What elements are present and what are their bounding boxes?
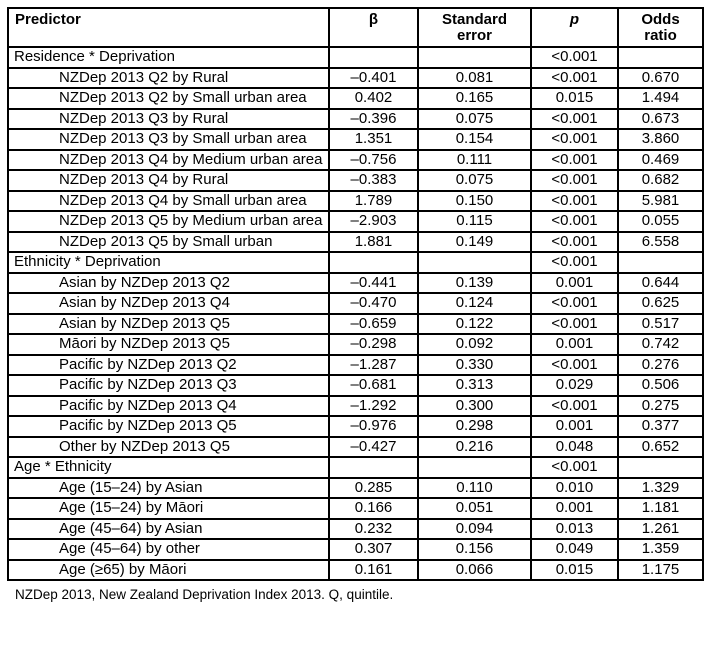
- p-cell: <0.001: [531, 109, 618, 130]
- predictor-row: [8, 88, 703, 109]
- beta-cell: [329, 47, 418, 68]
- predictor-cell: Asian by NZDep 2013 Q2: [8, 273, 329, 294]
- header-predictor: Predictor: [8, 8, 329, 47]
- predictor-row: [8, 191, 703, 212]
- standard-error-cell: 0.110: [418, 478, 531, 499]
- predictor-cell: NZDep 2013 Q3 by Rural: [8, 109, 329, 130]
- p-cell: <0.001: [531, 47, 618, 68]
- standard-error-cell: 0.139: [418, 273, 531, 294]
- p-cell: 0.015: [531, 88, 618, 109]
- predictor-cell: Other by NZDep 2013 Q5: [8, 437, 329, 458]
- p-cell: <0.001: [531, 232, 618, 253]
- p-cell: 0.015: [531, 560, 618, 581]
- standard-error-cell: 0.165: [418, 88, 531, 109]
- odds-ratio-cell: 6.558: [618, 232, 703, 253]
- standard-error-cell: 0.075: [418, 109, 531, 130]
- beta-cell: –0.401: [329, 68, 418, 89]
- predictor-row: [8, 273, 703, 294]
- predictor-row: [8, 68, 703, 89]
- predictor-cell: Māori by NZDep 2013 Q5: [8, 334, 329, 355]
- beta-cell: 1.351: [329, 129, 418, 150]
- header-standard-error: [418, 8, 531, 47]
- table-header-row: [8, 8, 703, 47]
- beta-cell: –0.383: [329, 170, 418, 191]
- predictor-cell: Pacific by NZDep 2013 Q3: [8, 375, 329, 396]
- p-cell: <0.001: [531, 129, 618, 150]
- standard-error-cell: 0.313: [418, 375, 531, 396]
- odds-ratio-cell: 0.673: [618, 109, 703, 130]
- predictor-row: [8, 293, 703, 314]
- p-cell: 0.010: [531, 478, 618, 499]
- group-row: [8, 252, 703, 273]
- p-cell: <0.001: [531, 170, 618, 191]
- predictor-cell: Asian by NZDep 2013 Q5: [8, 314, 329, 335]
- odds-ratio-cell: 0.506: [618, 375, 703, 396]
- table-footnote: NZDep 2013, New Zealand Deprivation Index 2013. Q, quintile.: [15, 587, 394, 602]
- standard-error-cell: 0.111: [418, 150, 531, 171]
- odds-ratio-cell: 5.981: [618, 191, 703, 212]
- predictor-cell: NZDep 2013 Q3 by Small urban area: [8, 129, 329, 150]
- predictor-cell: NZDep 2013 Q4 by Rural: [8, 170, 329, 191]
- standard-error-cell: 0.300: [418, 396, 531, 417]
- predictor-row: [8, 109, 703, 130]
- p-cell: <0.001: [531, 150, 618, 171]
- odds-ratio-cell: 0.055: [618, 211, 703, 232]
- p-cell: <0.001: [531, 396, 618, 417]
- standard-error-cell: 0.092: [418, 334, 531, 355]
- regression-results-table: [7, 7, 704, 581]
- standard-error-cell: 0.124: [418, 293, 531, 314]
- beta-cell: 0.285: [329, 478, 418, 499]
- predictor-cell: NZDep 2013 Q2 by Rural: [8, 68, 329, 89]
- odds-ratio-cell: 0.625: [618, 293, 703, 314]
- odds-ratio-cell: 0.469: [618, 150, 703, 171]
- predictor-row: [8, 334, 703, 355]
- group-row: [8, 457, 703, 478]
- p-cell: 0.001: [531, 416, 618, 437]
- p-cell: <0.001: [531, 457, 618, 478]
- standard-error-cell: 0.122: [418, 314, 531, 335]
- group-row: [8, 47, 703, 68]
- beta-cell: 1.789: [329, 191, 418, 212]
- odds-ratio-cell: 1.329: [618, 478, 703, 499]
- predictor-cell: NZDep 2013 Q2 by Small urban area: [8, 88, 329, 109]
- beta-cell: –0.427: [329, 437, 418, 458]
- beta-cell: 0.402: [329, 88, 418, 109]
- predictor-row: [8, 396, 703, 417]
- standard-error-cell: [418, 457, 531, 478]
- standard-error-cell: 0.115: [418, 211, 531, 232]
- p-cell: <0.001: [531, 68, 618, 89]
- predictor-cell: Pacific by NZDep 2013 Q4: [8, 396, 329, 417]
- predictor-cell: NZDep 2013 Q4 by Small urban area: [8, 191, 329, 212]
- standard-error-cell: 0.154: [418, 129, 531, 150]
- predictor-row: [8, 211, 703, 232]
- predictor-cell: Age * Ethnicity: [8, 457, 329, 478]
- predictor-row: [8, 314, 703, 335]
- predictor-cell: Age (45–64) by Asian: [8, 519, 329, 540]
- odds-ratio-cell: [618, 457, 703, 478]
- odds-ratio-cell: 1.494: [618, 88, 703, 109]
- odds-ratio-cell: [618, 47, 703, 68]
- standard-error-cell: 0.094: [418, 519, 531, 540]
- beta-cell: –0.681: [329, 375, 418, 396]
- beta-cell: –0.441: [329, 273, 418, 294]
- odds-ratio-cell: 1.359: [618, 539, 703, 560]
- beta-cell: –1.287: [329, 355, 418, 376]
- odds-ratio-cell: 0.377: [618, 416, 703, 437]
- beta-cell: 0.166: [329, 498, 418, 519]
- p-cell: <0.001: [531, 355, 618, 376]
- beta-cell: 0.232: [329, 519, 418, 540]
- beta-cell: –2.903: [329, 211, 418, 232]
- header-odds-ratio-label: Odds ratio: [641, 11, 680, 44]
- predictor-row: [8, 150, 703, 171]
- predictor-cell: Residence * Deprivation: [8, 47, 329, 68]
- predictor-cell: Ethnicity * Deprivation: [8, 252, 329, 273]
- predictor-cell: Age (45–64) by other: [8, 539, 329, 560]
- predictor-cell: NZDep 2013 Q5 by Small urban: [8, 232, 329, 253]
- odds-ratio-cell: 0.276: [618, 355, 703, 376]
- predictor-row: [8, 416, 703, 437]
- beta-cell: 1.881: [329, 232, 418, 253]
- beta-cell: [329, 252, 418, 273]
- beta-cell: –0.976: [329, 416, 418, 437]
- standard-error-cell: 0.066: [418, 560, 531, 581]
- p-cell: 0.001: [531, 273, 618, 294]
- predictor-cell: NZDep 2013 Q4 by Medium urban area: [8, 150, 329, 171]
- header-beta: β: [329, 8, 418, 47]
- standard-error-cell: 0.075: [418, 170, 531, 191]
- standard-error-cell: [418, 252, 531, 273]
- beta-cell: –0.396: [329, 109, 418, 130]
- standard-error-cell: 0.150: [418, 191, 531, 212]
- odds-ratio-cell: 0.742: [618, 334, 703, 355]
- p-cell: 0.029: [531, 375, 618, 396]
- p-cell: <0.001: [531, 191, 618, 212]
- beta-cell: –0.298: [329, 334, 418, 355]
- odds-ratio-cell: 1.261: [618, 519, 703, 540]
- odds-ratio-cell: 0.275: [618, 396, 703, 417]
- predictor-cell: Age (15–24) by Asian: [8, 478, 329, 499]
- predictor-row: [8, 519, 703, 540]
- beta-cell: –0.470: [329, 293, 418, 314]
- beta-cell: 0.161: [329, 560, 418, 581]
- predictor-row: [8, 170, 703, 191]
- beta-cell: –0.756: [329, 150, 418, 171]
- predictor-row: [8, 478, 703, 499]
- p-cell: 0.001: [531, 334, 618, 355]
- p-cell: <0.001: [531, 211, 618, 232]
- odds-ratio-cell: 1.181: [618, 498, 703, 519]
- predictor-cell: Age (15–24) by Māori: [8, 498, 329, 519]
- standard-error-cell: 0.330: [418, 355, 531, 376]
- predictor-row: [8, 355, 703, 376]
- standard-error-cell: 0.216: [418, 437, 531, 458]
- header-p: p: [531, 8, 618, 47]
- predictor-row: [8, 498, 703, 519]
- p-cell: 0.001: [531, 498, 618, 519]
- predictor-row: [8, 375, 703, 396]
- p-cell: <0.001: [531, 293, 618, 314]
- standard-error-cell: 0.298: [418, 416, 531, 437]
- predictor-cell: Asian by NZDep 2013 Q4: [8, 293, 329, 314]
- predictor-row: [8, 232, 703, 253]
- odds-ratio-cell: [618, 252, 703, 273]
- p-cell: 0.048: [531, 437, 618, 458]
- table-body: [8, 47, 703, 580]
- predictor-row: [8, 560, 703, 581]
- header-standard-error-label: Standard error: [441, 11, 507, 44]
- beta-cell: [329, 457, 418, 478]
- standard-error-cell: 0.156: [418, 539, 531, 560]
- p-cell: 0.013: [531, 519, 618, 540]
- odds-ratio-cell: 0.670: [618, 68, 703, 89]
- standard-error-cell: 0.051: [418, 498, 531, 519]
- beta-cell: –0.659: [329, 314, 418, 335]
- odds-ratio-cell: 0.644: [618, 273, 703, 294]
- predictor-cell: Pacific by NZDep 2013 Q2: [8, 355, 329, 376]
- p-cell: 0.049: [531, 539, 618, 560]
- predictor-cell: Pacific by NZDep 2013 Q5: [8, 416, 329, 437]
- odds-ratio-cell: 0.652: [618, 437, 703, 458]
- predictor-row: [8, 129, 703, 150]
- predictor-row: [8, 539, 703, 560]
- odds-ratio-cell: 0.682: [618, 170, 703, 191]
- header-odds-ratio: [618, 8, 703, 47]
- p-cell: <0.001: [531, 252, 618, 273]
- odds-ratio-cell: 1.175: [618, 560, 703, 581]
- p-cell: <0.001: [531, 314, 618, 335]
- standard-error-cell: 0.149: [418, 232, 531, 253]
- standard-error-cell: 0.081: [418, 68, 531, 89]
- predictor-row: [8, 437, 703, 458]
- odds-ratio-cell: 0.517: [618, 314, 703, 335]
- standard-error-cell: [418, 47, 531, 68]
- beta-cell: 0.307: [329, 539, 418, 560]
- odds-ratio-cell: 3.860: [618, 129, 703, 150]
- predictor-cell: Age (≥65) by Māori: [8, 560, 329, 581]
- beta-cell: –1.292: [329, 396, 418, 417]
- predictor-cell: NZDep 2013 Q5 by Medium urban area: [8, 211, 329, 232]
